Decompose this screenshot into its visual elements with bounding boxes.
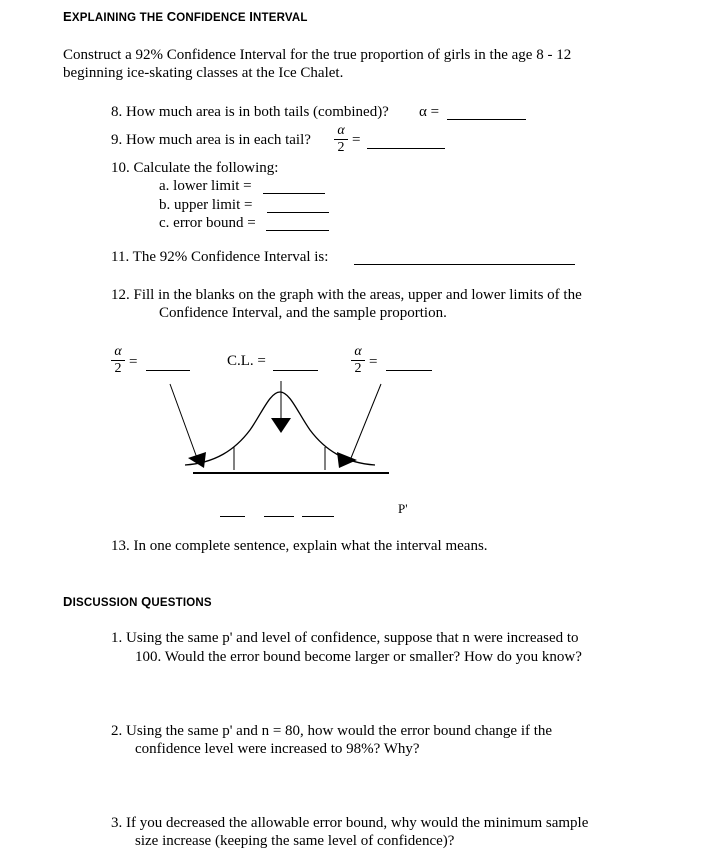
question-13: 13. In one complete sentence, explain what the interval means.: [111, 538, 488, 554]
title-part: E: [63, 9, 72, 24]
fraction-denominator: 2: [337, 140, 345, 155]
question-11: 11. The 92% Confidence Interval is:: [111, 249, 329, 265]
question-8: 8. How much area is in both tails (combined)?: [111, 104, 389, 120]
confidence-level-label: C.L. =: [227, 353, 266, 369]
right-tail-arrowhead: [337, 452, 357, 468]
answer-blank-sample-proportion-axis[interactable]: [264, 516, 294, 517]
right-tail-pointer: [351, 384, 381, 458]
discussion-3-line-2: size increase (keeping the same level of confidence)?: [135, 833, 455, 849]
answer-blank-lower-limit-axis[interactable]: [220, 516, 245, 517]
fraction-equals: =: [352, 132, 361, 148]
fraction-numerator: α: [337, 123, 345, 138]
question-12-line-2: Confidence Interval, and the sample proportion.: [159, 305, 447, 321]
fraction-denominator: 2: [114, 361, 122, 376]
title-part: C: [166, 9, 177, 24]
fraction-denominator: 2: [354, 361, 362, 376]
title-part: UESTIONS: [151, 597, 212, 609]
question-12-line-1: 12. Fill in the blanks on the graph with the areas, upper and lower limits of the: [111, 287, 582, 303]
title-part: XPLAINING THE: [71, 12, 167, 24]
discussion-2-line-2: confidence level were increased to 98%? Why?: [135, 741, 420, 757]
discussion-title: [63, 594, 212, 609]
error-bound-label: c. error bound =: [159, 215, 256, 231]
title-part: ISCUSSION: [72, 597, 142, 609]
right-tail-equals: =: [369, 354, 378, 370]
title-part: D: [63, 594, 73, 609]
title-part: ONFIDENCE: [176, 12, 250, 24]
left-tail-equals: =: [129, 354, 138, 370]
discussion-1-line-2: 100. Would the error bound become larger or smaller? How do you know?: [135, 649, 582, 665]
answer-blank-upper-limit-axis[interactable]: [302, 516, 334, 517]
title-part: I: [249, 9, 254, 24]
alpha-equals: α =: [419, 104, 440, 120]
title-part: NTERVAL: [253, 12, 308, 24]
question-9: 9. How much area is in each tail?: [111, 132, 311, 148]
upper-limit-label: b. upper limit =: [159, 197, 253, 213]
left-tail-pointer: [170, 384, 197, 458]
intro-line-2: beginning ice-skating classes at the Ice Chalet.: [63, 65, 344, 81]
sample-proportion-label: P': [398, 501, 408, 516]
fraction-numerator: α: [114, 344, 122, 359]
title-part: Q: [141, 594, 152, 609]
center-arrowhead: [271, 418, 291, 433]
fraction-numerator: α: [354, 344, 362, 359]
question-10: 10. Calculate the following:: [111, 160, 279, 176]
intro-line-1: Construct a 92% Confidence Interval for the true proportion of girls in the age 8 - 12: [63, 47, 572, 63]
left-tail-arrowhead: [188, 452, 206, 468]
discussion-2-line-1: 2. Using the same p' and n = 80, how would the error bound change if the: [111, 723, 553, 739]
lower-limit-label: a. lower limit =: [159, 178, 252, 194]
discussion-3-line-1: 3. If you decreased the allowable error bound, why would the minimum sample: [111, 815, 589, 831]
discussion-1-line-1: 1. Using the same p' and level of confidence, suppose that n were increased to: [111, 630, 579, 646]
